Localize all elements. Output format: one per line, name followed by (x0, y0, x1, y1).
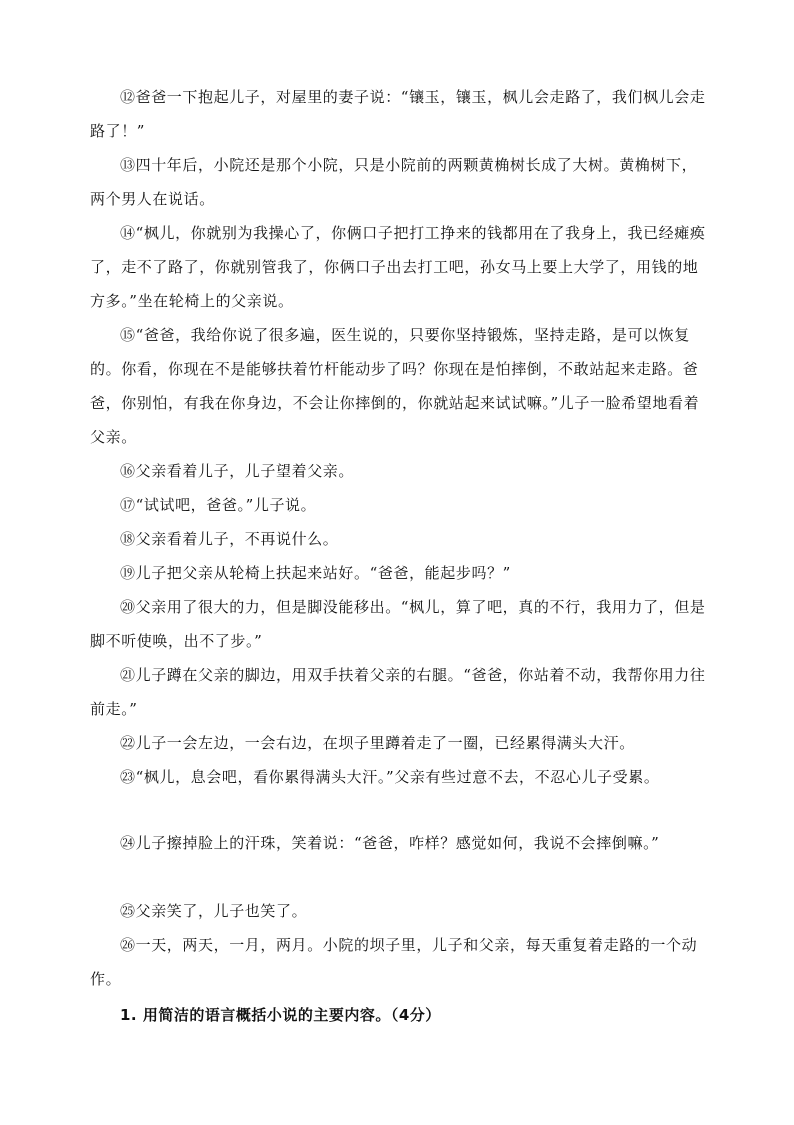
paragraph-13: ⑬四十年后，小院还是那个小院，只是小院前的两颗黄桷树长成了大树。黄桷树下，两个男人在说话。 (90, 156, 698, 208)
paragraph-20: ⑳父亲用了很大的力，但是脚没能移出。“枫儿，算了吧，真的不行，我用力了，但是脚不听使唤，出不了步。” (90, 598, 706, 650)
paragraph-17: ⑰“试试吧，爸爸。”儿子说。 (120, 496, 317, 514)
paragraph-16: ⑯父亲看着儿子，儿子望着父亲。 (120, 462, 355, 480)
paragraph-24: ㉔儿子擦掉脸上的汗珠，笑着说：“爸爸，咋样？感觉如何，我说不会摔倒嘛。” (120, 834, 660, 852)
paragraph-12: ⑫爸爸一下抱起儿子，对屋里的妻子说：“镶玉，镶玉，枫儿会走路了，我们枫儿会走路了！” (90, 88, 706, 140)
paragraph-14: ⑭“枫儿，你就别为我操心了，你俩口子把打工挣来的钱都用在了我身上，我已经瘫痪了，走不了路了，你就别管我了，你俩口子出去打工吧，孙女马上要上大学了，用钱的地方多。”坐在轮椅上的父亲说。 (90, 224, 706, 310)
paragraph-23: ㉓“枫儿，息会吧，看你累得满头大汗。”父亲有些过意不去，不忍心儿子受累。 (120, 768, 660, 786)
paragraph-19: ⑲儿子把父亲从轮椅上扶起来站好。“爸爸，能起步吗？” (120, 564, 511, 582)
paragraph-18: ⑱父亲看着儿子，不再说什么。 (120, 530, 339, 548)
paragraph-25: ㉕父亲笑了，儿子也笑了。 (120, 902, 308, 920)
paragraph-21: ㉑儿子蹲在父亲的脚边，用双手扶着父亲的右腿。“爸爸，你站着不动，我帮你用力往前走。” (90, 666, 706, 718)
paragraph-22: ㉒儿子一会左边，一会右边，在坝子里蹲着走了一圈，已经累得满头大汗。 (120, 734, 635, 752)
paragraph-15: ⑮“爸爸，我给你说了很多遍，医生说的，只要你坚持锻炼，坚持走路，是可以恢复的。你看，你现在不是能够扶着竹杆能动步了吗？你现在是怕摔倒，不敢站起来走路。爸爸，你别怕，有我在你身边，不会让你摔倒的，你就站起来试试嘛。”儿子一脸希望地看着父亲。 (90, 326, 700, 446)
question-1: 1. 用简洁的语言概括小说的主要内容。（4分） (120, 1006, 441, 1024)
paragraph-26: ㉖一天，两天，一月，两月。小院的坝子里，儿子和父亲，每天重复着走路的一个动作。 (90, 936, 698, 988)
